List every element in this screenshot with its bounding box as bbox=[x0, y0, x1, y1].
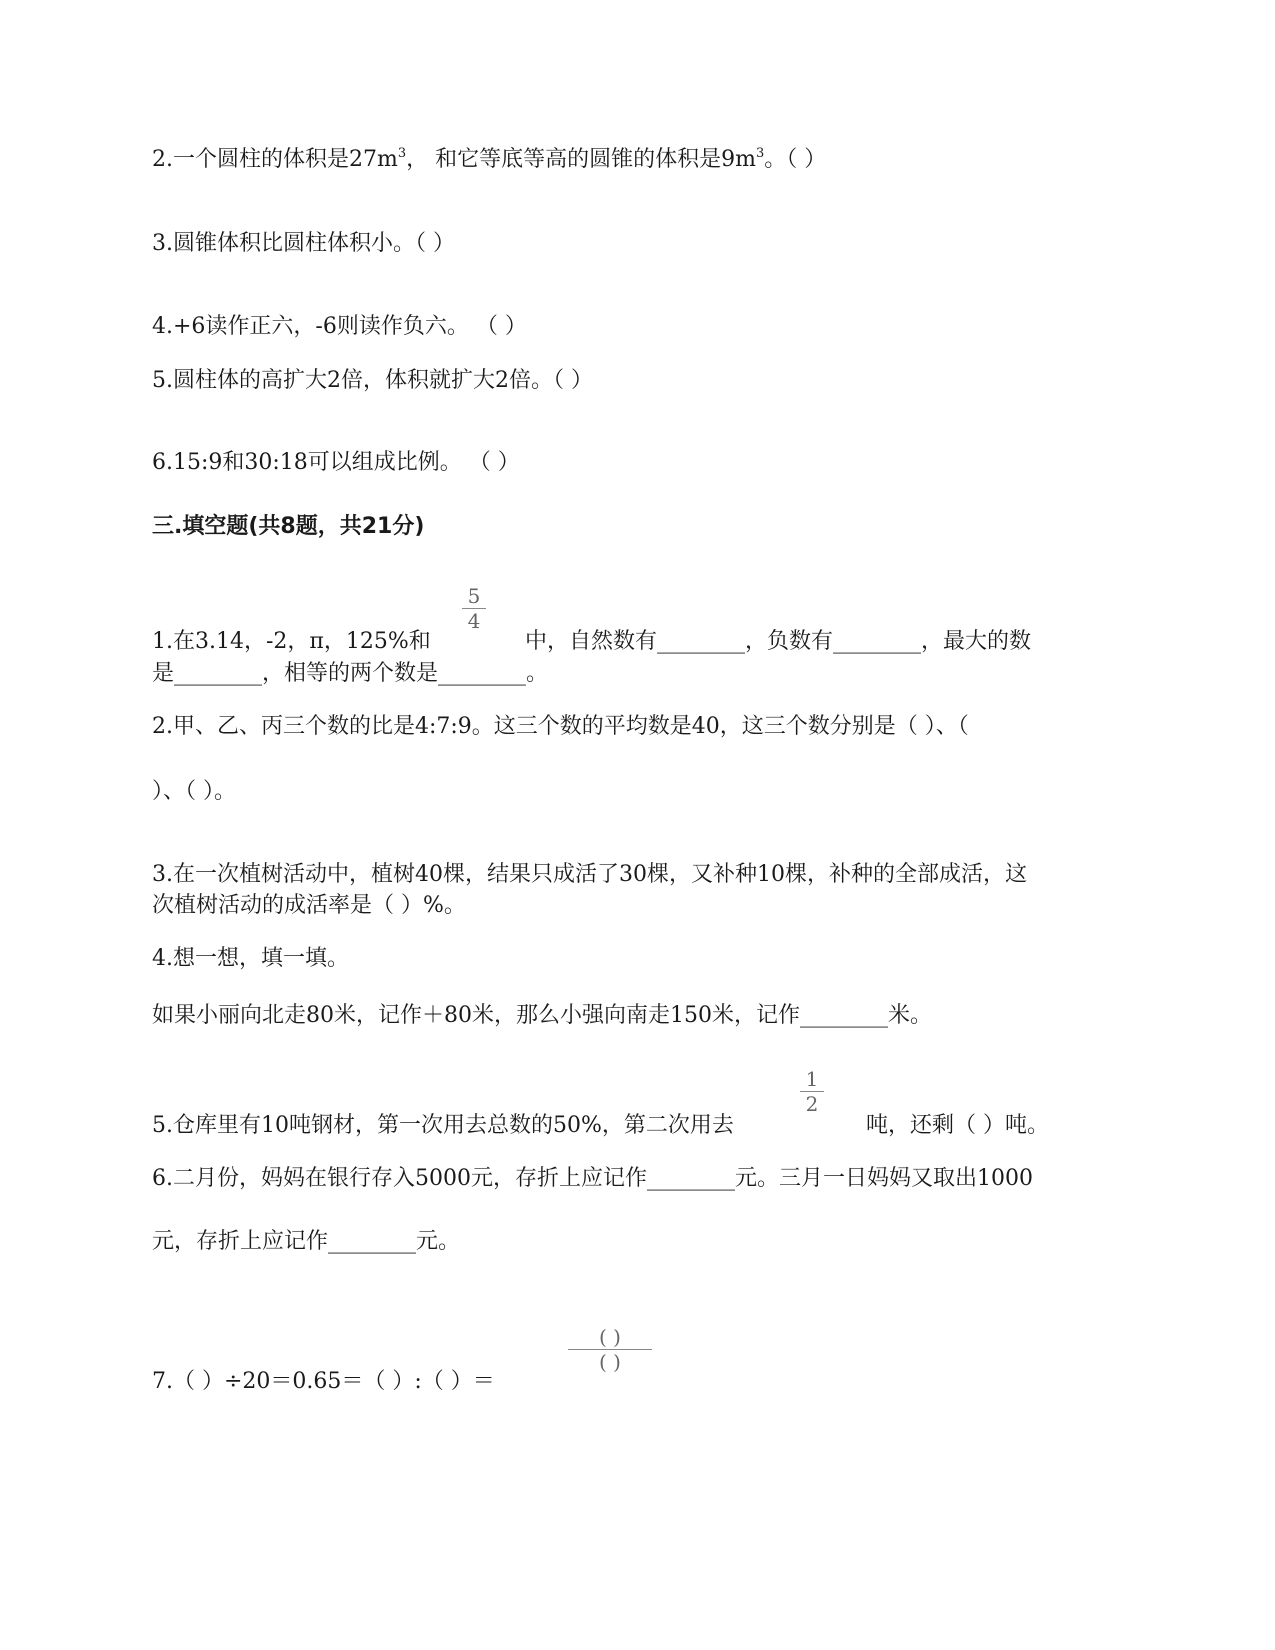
fill-question-4-line1: 4.想一想，填一填。 bbox=[152, 946, 349, 971]
fill-question-1-line1: 1.在3.14，-2，π，125%和 bbox=[152, 629, 431, 654]
fill-question-3-line2: 次植树活动的成活率是（ ）%。 bbox=[152, 893, 466, 918]
fill-question-4-line2: 如果小丽向北走80米，记作＋80米，那么小强向南走150米，记作________米。 bbox=[152, 1003, 932, 1028]
judge-question-4: 4.+6读作正六，-6则读作负六。 （ ） bbox=[152, 314, 527, 339]
judge-question-6: 6.15:9和30:18可以组成比例。 （ ） bbox=[152, 450, 520, 475]
fill-question-5-a: 5.仓库里有10吨钢材，第一次用去总数的50%，第二次用去 bbox=[152, 1113, 734, 1138]
fill-question-1-line1-rest: 中，自然数有________，负数有________，最大的数 bbox=[525, 629, 1032, 654]
judge-question-3: 3.圆锥体积比圆柱体积小。（ ） bbox=[152, 231, 455, 256]
fraction-blank: ( ) ( ) bbox=[568, 1326, 652, 1373]
judge-question-5: 5.圆柱体的高扩大2倍，体积就扩大2倍。（ ） bbox=[152, 368, 593, 393]
fill-question-5-b: 吨，还剩（ ）吨。 bbox=[866, 1113, 1049, 1138]
fill-question-2-line2: ）、（ ）。 bbox=[152, 779, 236, 804]
fraction-five-fourths: 5 4 bbox=[462, 585, 486, 632]
judge-question-2: 2.一个圆柱的体积是$27m^3$， 和它等底等高的圆锥的体积是$9m^3$。（ ） bbox=[152, 146, 827, 172]
fill-question-6-line1: 6.二月份，妈妈在银行存入5000元，存折上应记作________元。三月一日妈妈又取出1000 bbox=[152, 1166, 1033, 1191]
fill-question-1-line2: 是________，相等的两个数是________。 bbox=[152, 661, 549, 686]
fill-question-3-line1: 3.在一次植树活动中，植树40棵，结果只成活了30棵，又补种10棵，补种的全部成活，这 bbox=[152, 862, 1027, 887]
fill-question-2-line1: 2.甲、乙、丙三个数的比是4:7:9。这三个数的平均数是40，这三个数分别是（ ）、（ bbox=[152, 714, 969, 739]
fill-question-6-line2: 元，存折上应记作________元。 bbox=[152, 1229, 461, 1254]
fraction-one-half: 1 2 bbox=[800, 1068, 824, 1115]
section-title: 三.填空题(共8题，共21分) bbox=[152, 514, 425, 539]
fill-question-7: 7.（ ）÷20＝0.65＝（ ）:（ ）＝ bbox=[152, 1369, 495, 1394]
